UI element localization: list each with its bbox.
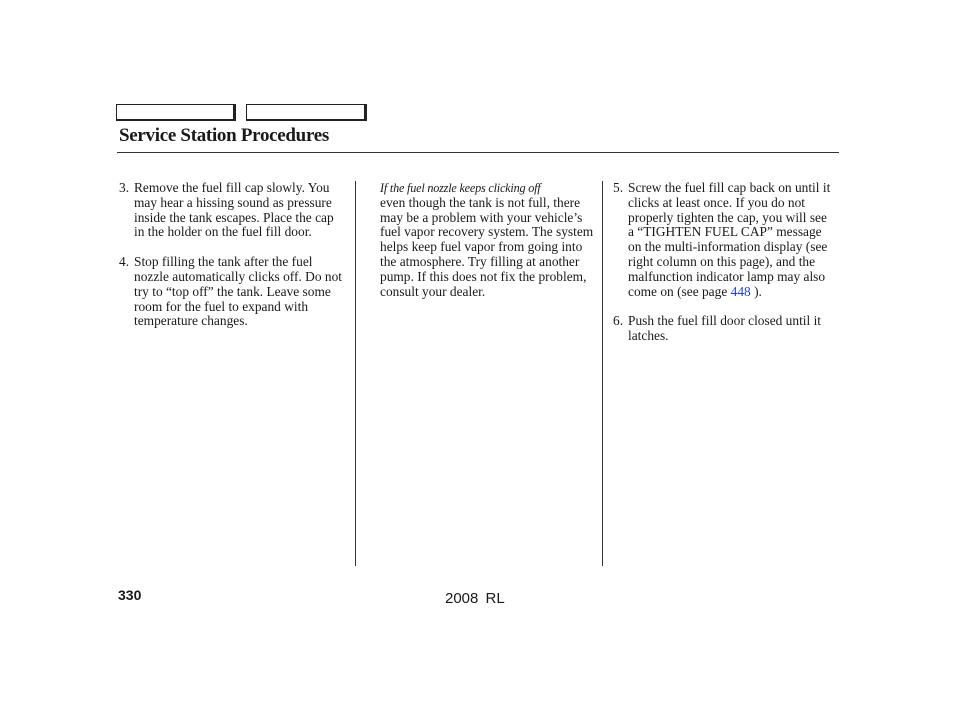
section-text: even though the tank is not full, there may be a problem with your vehicle’s fuel vapor recovery system. The system helps keep fuel vapor from going into the atmosphere. Try filling at another pump. If this does not fix the problem, consult your dealer.	[380, 194, 594, 299]
item-number: 5.	[613, 180, 624, 195]
item-text: Stop filling the tank after the fuel nozzle automatically clicks off. Do not try to “top off” the tank. Leave some room for the fuel to expand with temperature changes.	[134, 254, 342, 329]
page-title: Service Station Procedures	[119, 125, 329, 146]
item-text: Screw the fuel fill cap back on until it clicks at least once. If you do not properly tighten the cap, you will see a “TIGHTEN FUEL CAP” message on the multi-information display (see right column on this page), and the malfunction indicator lamp may also come on (see page	[628, 180, 831, 299]
list-item	[119, 255, 347, 329]
item-text-end: ).	[750, 283, 762, 299]
column-left	[119, 181, 347, 344]
item-number: 4.	[119, 254, 130, 270]
footer-model: 2008 RL	[445, 590, 505, 607]
list-item	[119, 181, 347, 240]
list-item	[613, 314, 835, 344]
column-divider	[355, 181, 356, 566]
item-number: 3.	[119, 180, 130, 195]
page-number: 330	[118, 587, 142, 603]
title-divider	[117, 152, 839, 153]
page-link[interactable]: 448	[730, 283, 751, 299]
column-divider	[602, 181, 603, 566]
nav-button-previous[interactable]	[116, 104, 236, 121]
item-text: Remove the fuel fill cap slowly. You may hear a hissing sound as pressure inside the tank escapes. Place the cap in the holder on the fuel fill door.	[134, 180, 334, 240]
section-lead: If the fuel nozzle keeps clicking off	[380, 181, 541, 195]
column-right	[613, 181, 835, 359]
column-middle	[380, 181, 594, 299]
item-number: 6.	[613, 313, 624, 329]
list-item	[613, 181, 835, 299]
item-text: Push the fuel fill door closed until it latches.	[628, 313, 822, 344]
nav-button-next[interactable]	[246, 104, 367, 121]
item-text-container	[628, 181, 835, 299]
